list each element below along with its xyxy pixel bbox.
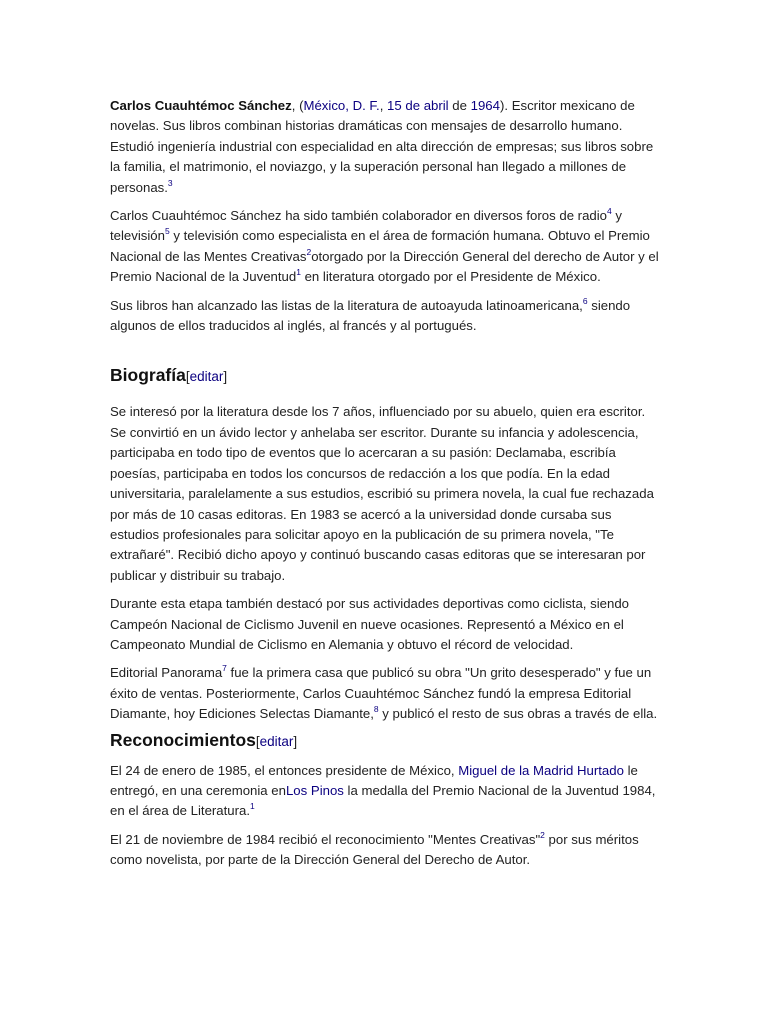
footnote-ref[interactable]: 6 (582, 295, 588, 306)
link-place[interactable]: México, D. F. (303, 98, 380, 113)
biografia-paragraph-1: Se interesó por la literatura desde los 7 años, influenciado por su abuelo, quien era escritor. Se convirtió en un ávido lector y anhelaba ser escritor. Durante su infancia y adolescencia, participaba en todo tipo de eventos que lo acercaran a su pasión: Declamaba, escribía poesías, participaba en todos los concursos de redacción a los que podía. En la edad universitaria, paralelamente a sus estudios, escribió su primera novela, la cual fue rechazada por más de 10 casas editoras. En 1983 se acercó a la universidad donde cursaba sus estudios profesionales para solicitar apoyo en la publicación de su primera novela, "Te extrañaré". Recibió dicho apoyo y continuó buscando casas editoras que se interesaran por publicar y distribuir su trabajo. (110, 404, 654, 583)
edit-section-link: [editar] (185, 369, 228, 385)
reconocimientos-paragraph-2: El 21 de noviembre de 1984 recibió el reconocimiento "Mentes Creativas"$^2$ por sus méritos como novelista, por parte de la Dirección General del Derecho de Autor. (110, 829, 639, 868)
edit-section-link: [editar] (255, 733, 298, 749)
link-date[interactable]: 15 de abril (387, 98, 449, 113)
edit-button[interactable]: editar (259, 733, 294, 749)
subject-name: Carlos Cuauhtémoc Sánchez (110, 98, 292, 113)
edit-button[interactable]: editar (189, 369, 224, 385)
footnote-ref[interactable]: 3 (167, 177, 173, 188)
link-miguel-de-la-madrid[interactable]: Miguel de la Madrid Hurtado (458, 762, 624, 778)
footnote-ref[interactable]: 2 (306, 246, 312, 257)
footnote-ref[interactable]: 1 (296, 267, 301, 278)
intro-paragraph-3: Sus libros han alcanzado las listas de la literatura de autoayuda latinoamericana,$^6$ siendo algunos de ellos traducidos al inglés, al francés y al portugués. (110, 295, 631, 334)
reconocimientos-paragraph-1: El 24 de enero de 1985, el entonces presidente de México, Miguel de la Madrid Hurtado le entregó, en una ceremonia enLos Pinos la medalla del Premio Nacional de la Juventud 1984, en el área de Literatura.$^1$ (110, 762, 656, 819)
intro-paragraph-1: Carlos Cuauhtémoc Sánchez, (México, D. F., 15 de abril de 1964). Escritor mexicano de novelas. Sus libros combinan historias dramáticas con mensajes de desarrollo humano. Estudió ingeniería industrial con especialidad en alta dirección de empresas; sus libros sobre la familia, el matrimonio, el noviazgo, y la superación personal han llegado a millones de personas.$^3$ (110, 98, 654, 195)
footnote-ref[interactable]: 1 (250, 801, 255, 812)
article-body (110, 96, 660, 879)
footnote-ref[interactable]: 7 (222, 663, 227, 674)
intro-paragraph-2: Carlos Cuauhtémoc Sánchez ha sido también colaborador en diversos foros de radio$^4$ y televisión$^5$ y televisión como especialista en el área de formación humana. Obtuvo el Premio Nacional de las Mentes Creativas$^2$otorgado por la Dirección General del derecho de Autor y el Premio Nacional de la Juventud$^1$ en literatura otorgado por el Presidente de México. (110, 206, 659, 285)
footnote-ref[interactable]: 5 (164, 226, 170, 237)
footnote-ref[interactable]: 2 (540, 829, 545, 840)
biografia-paragraph-2: Durante esta etapa también destacó por sus actividades deportivas como ciclista, siendo Campeón Nacional de Ciclismo Juvenil en nueve ocasiones. Representó a México en el Campeonato Mundial de Ciclismo en Alemania y obtuvo el récord de velocidad. (110, 596, 629, 652)
footnote-ref[interactable]: 8 (373, 704, 379, 715)
footnote-ref[interactable]: 4 (607, 206, 612, 217)
section-heading-reconocimientos: Reconocimientos[editar] (110, 729, 298, 750)
link-year[interactable]: 1964 (470, 98, 500, 113)
link-los-pinos[interactable]: Los Pinos (285, 782, 344, 798)
section-heading-biografia: Biografía[editar] (110, 365, 228, 386)
biografia-paragraph-3: Editorial Panorama$^7$ fue la primera casa que publicó su obra "Un grito desesperado" y fue un éxito de ventas. Posteriormente, Carlos Cuauhtémoc Sánchez fundó la empresa Editorial Diamante, hoy Ediciones Selectas Diamante,$^8$ y publicó el resto de sus obras a través de ella. (110, 663, 658, 722)
